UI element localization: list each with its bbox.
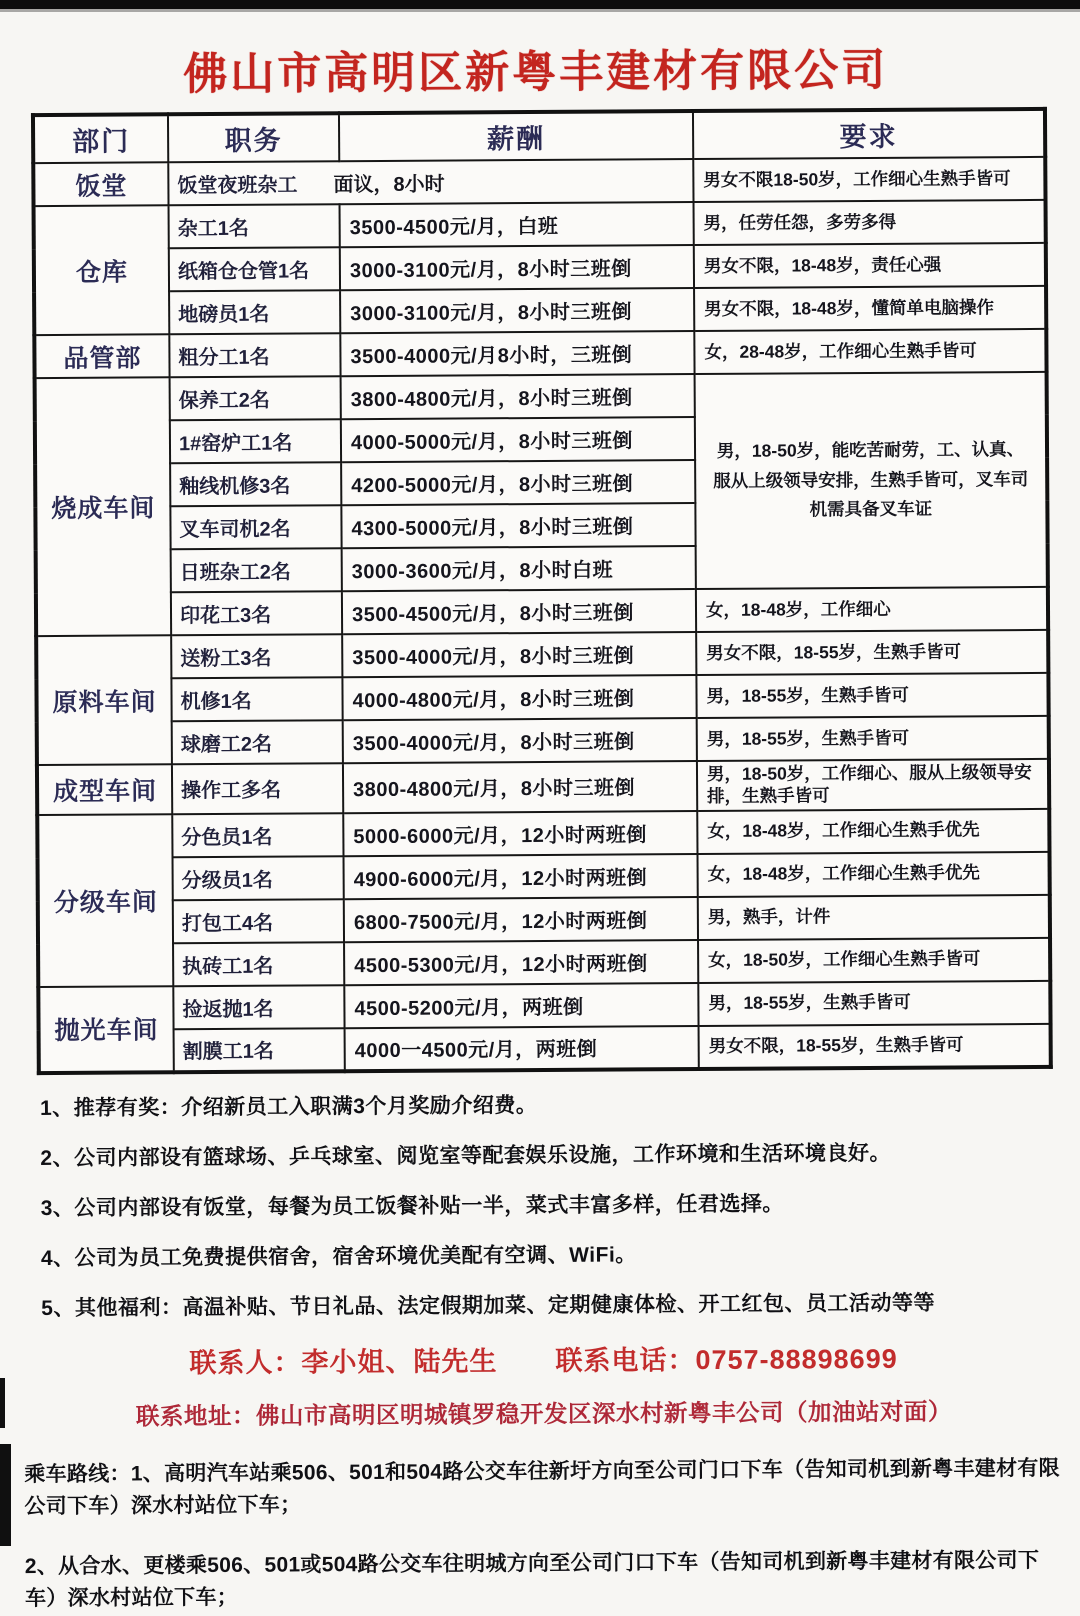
requirement-cell: 女，18-48岁，工作细心生熟手优先 (697, 809, 1049, 854)
position-cell: 打包工4名 (173, 899, 344, 943)
salary-cell: 6800-7500元/月，12小时两班倒 (344, 897, 698, 942)
table-row (37, 716, 1049, 765)
table-header-row (33, 109, 1045, 163)
requirement-cell: 男，18-55岁，生熟手皆可 (697, 716, 1049, 761)
department-cell: 原料车间 (36, 635, 172, 765)
salary-cell: 4200-5000元/月，8小时三班倒 (341, 460, 695, 505)
table-row (38, 852, 1050, 901)
position-cell: 保养工2名 (170, 376, 341, 420)
requirement-cell: 女，28-48岁，工作细心生熟手皆可 (694, 329, 1046, 374)
note-other-benefits: 5、其他福利：高温补贴、节日礼品、法定假期加菜、定期健康体检、开工红包、员工活动等等 (41, 1291, 936, 1320)
salary-cell: 3800-4800元/月，8小时三班倒 (341, 374, 695, 419)
contact-person: 联系人：李小姐、陆先生 (189, 1346, 498, 1378)
salary-cell: 3800-4800元/月，8小时三班倒 (343, 761, 697, 813)
table-row (37, 809, 1049, 858)
salary-cell: 4900-6000元/月，12小时两班倒 (344, 854, 698, 899)
bus-route-1: 乘车路线：1、高明汽车站乘506、501和504路公交车往新圩方向至公司门口下车（告知司机到新粤丰建材有限公司下车）深水村站位下车； (24, 1456, 1061, 1519)
requirement-cell: 男女不限，18-55岁，生熟手皆可 (699, 1024, 1051, 1069)
requirement-cell: 男，18-55岁，生熟手皆可 (698, 981, 1050, 1026)
requirement-cell-merged: 男，18-50岁，能吃苦耐劳，工、认真、服从上级领导安排，生熟手皆可，叉车司机需具备叉车证 (695, 372, 1048, 589)
note-recreation: 2、公司内部设有篮球场、乒乓球室、阅览室等配套娱乐设施，工作环境和生活环境良好。 (40, 1141, 892, 1170)
table-row (33, 157, 1045, 206)
salary-cell: 4000-5000元/月，8小时三班倒 (341, 417, 695, 462)
department-cell: 分级车间 (37, 814, 173, 987)
table-row (39, 1024, 1051, 1073)
table-row (36, 630, 1048, 679)
salary-cell: 3500-4000元/月，8小时三班倒 (342, 632, 696, 677)
table-row (34, 286, 1046, 335)
position-cell: 机修1名 (171, 677, 342, 721)
position-cell: 粗分工1名 (169, 333, 340, 377)
position-text: 饭堂夜班杂工 (177, 174, 298, 198)
column-header-position: 职务 (168, 113, 339, 162)
salary-cell: 3000-3100元/月，8小时三班倒 (340, 245, 694, 290)
position-cell: 操作工多名 (172, 763, 343, 814)
position-cell: 送粉工3名 (171, 634, 342, 678)
position-cell: 地磅员1名 (169, 290, 340, 334)
column-header-requirement: 要求 (693, 109, 1045, 159)
position-cell: 印花工3名 (171, 591, 342, 635)
requirement-cell: 男女不限，18-48岁，懂简单电脑操作 (694, 286, 1046, 331)
position-cell: 割膜工1名 (174, 1028, 345, 1072)
position-cell: 日班杂工2名 (171, 548, 342, 592)
requirement-cell: 女，18-48岁，工作细心生熟手优先 (697, 852, 1049, 897)
position-cell: 执砖工1名 (173, 942, 344, 986)
note-referral-bonus: 1、推荐有奖：介绍新员工入职满3个月奖励介绍费。 (39, 1093, 538, 1120)
salary-cell: 4000-4800元/月，8小时三班倒 (342, 675, 696, 720)
requirement-cell: 女，18-48岁，工作细心 (696, 587, 1048, 632)
note-dormitory: 4、公司为员工免费提供宿舍，宿舍环境优美配有空调、WiFi。 (40, 1243, 637, 1270)
contact-address: 联系地址：佛山市高明区明城镇罗稳开发区深水村新粤丰公司（加油站对面） (135, 1398, 952, 1430)
salary-cell: 4300-5000元/月，8小时三班倒 (341, 503, 695, 548)
table-row (34, 329, 1046, 378)
salary-cell: 4500-5200元/月，两班倒 (344, 983, 698, 1028)
position-cell: 捡返抛1名 (173, 985, 344, 1029)
department-cell: 饭堂 (33, 162, 168, 206)
requirement-cell: 男，熟手，计件 (698, 895, 1050, 940)
position-cell: 分色员1名 (172, 813, 343, 857)
requirement-cell: 男，18-50岁，工作细心、服从上级领导安排，生熟手皆可 (697, 759, 1049, 811)
table-row (36, 587, 1048, 636)
salary-cell: 3500-4000元/月8小时，三班倒 (340, 331, 694, 376)
table-row (34, 200, 1046, 249)
welfare-notes (40, 1085, 1080, 1321)
position-salary-merged-cell (168, 159, 693, 205)
recruitment-table (31, 107, 1053, 1075)
salary-cell: 3000-3600元/月，8小时白班 (342, 546, 696, 591)
position-cell: 纸箱仓仓管1名 (169, 247, 340, 291)
department-cell: 品管部 (34, 334, 169, 378)
salary-text: 面议，8小时 (333, 173, 445, 197)
salary-cell: 3500-4000元/月，8小时三班倒 (343, 718, 697, 763)
position-cell: 分级员1名 (173, 856, 344, 900)
requirement-cell: 男女不限，18-55岁，生熟手皆可 (696, 630, 1048, 675)
bus-routes (24, 1453, 1063, 1616)
table-row (38, 895, 1050, 944)
department-cell: 成型车间 (37, 764, 172, 815)
page-title: 佛山市高明区新粤丰建材有限公司 (183, 45, 889, 100)
note-canteen: 3、公司内部设有饭堂，每餐为员工饭餐补贴一半，菜式丰富多样，任君选择。 (40, 1192, 784, 1220)
department-cell: 抛光车间 (38, 986, 174, 1073)
salary-cell: 5000-6000元/月，12小时两班倒 (343, 811, 697, 856)
requirement-cell: 男，18-55岁，生熟手皆可 (696, 673, 1048, 718)
position-cell: 釉线机修3名 (170, 462, 341, 506)
table-row (37, 759, 1049, 815)
contact-line (3, 1335, 1080, 1381)
column-header-department: 部门 (33, 114, 168, 163)
table-row (36, 673, 1048, 722)
department-cell: 仓库 (34, 205, 170, 335)
column-header-salary: 薪酬 (339, 111, 693, 161)
requirement-cell: 男女不限，18-48岁，责任心强 (694, 243, 1046, 288)
contact-phone: 联系电话：0757-88898699 (555, 1343, 898, 1376)
position-cell: 1#窑炉工1名 (170, 419, 341, 463)
requirement-cell: 男女不限18-50岁，工作细心生熟手皆可 (693, 157, 1045, 202)
table-row (38, 981, 1050, 1030)
table-row (35, 372, 1047, 421)
department-cell: 烧成车间 (35, 377, 172, 636)
requirement-cell: 女，18-50岁，工作细心生熟手皆可 (698, 938, 1050, 983)
salary-cell: 3500-4500元/月，8小时三班倒 (342, 589, 696, 634)
salary-cell: 3500-4500元/月，白班 (340, 202, 694, 247)
position-cell: 叉车司机2名 (170, 505, 341, 549)
bus-route-2: 2、从合水、更楼乘506、501或504路公交车往明城方向至公司门口下车（告知司机到新粤丰建材有限公司下车）深水村站位下车； (24, 1548, 1040, 1611)
salary-cell: 4500-5300元/月，12小时两班倒 (344, 940, 698, 985)
position-cell: 球磨工2名 (172, 720, 343, 764)
position-cell: 杂工1名 (169, 204, 340, 248)
table-row (34, 243, 1046, 292)
table-row (38, 938, 1050, 987)
salary-cell: 4000一4500元/月，两班倒 (345, 1026, 699, 1071)
salary-cell: 3000-3100元/月，8小时三班倒 (340, 288, 694, 333)
requirement-cell: 男，任劳任怨，多劳多得 (694, 200, 1046, 245)
